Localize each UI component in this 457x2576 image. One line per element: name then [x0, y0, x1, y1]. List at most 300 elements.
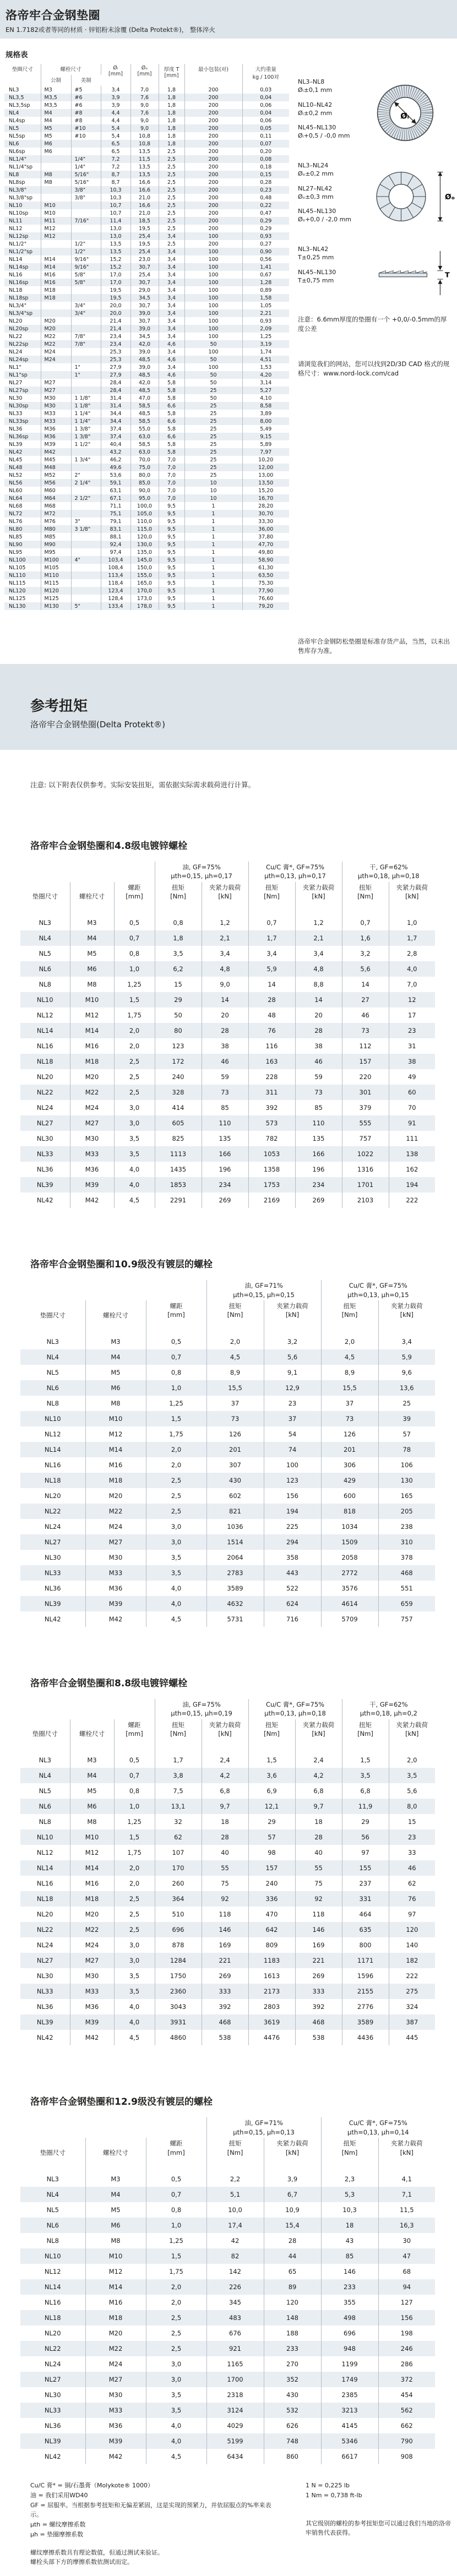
- cell-inner-diameter: 34,4: [101, 417, 130, 425]
- cell-washer-size: NL72: [4, 510, 41, 518]
- cad-note: 请浏览我们的网站，您可以找到2D/3D CAD 格式的规格尺寸：www.nord-lock.com/cad: [298, 360, 450, 377]
- cell-weight: 0,04: [242, 109, 289, 117]
- cell-weight: 0,27: [260, 241, 272, 247]
- table-row: [4, 279, 289, 286]
- table-row: NL16 M16 2,0 260 75 240 75 237 62: [20, 1876, 435, 1891]
- cell-min-pack: 200: [184, 101, 242, 109]
- cell-weight: 5,89: [260, 441, 272, 448]
- cell-thickness: 9,5: [159, 502, 184, 510]
- cell-thickness: 9,5: [159, 587, 184, 595]
- cell-us: 4": [71, 556, 101, 564]
- tolerance-note: NL3–NL24 Øₒ±0,2 mm: [298, 162, 334, 177]
- cell-inner-diameter: 10,7: [101, 201, 130, 209]
- cell-washer-size: NL76: [4, 518, 41, 525]
- table-row: [4, 494, 289, 502]
- cell-washer-size: NL5sp: [4, 132, 41, 140]
- cell-weight: 16,70: [242, 494, 289, 502]
- cell-outer-diameter: 18,5: [130, 217, 159, 225]
- cell-us: [71, 564, 101, 571]
- cell-thickness: 6,6: [159, 402, 184, 410]
- table-row: NL22 M22 2,5 696 146 642 146 635 120: [20, 1922, 435, 1937]
- cell-thickness: 9,5: [159, 541, 184, 548]
- col-header-inner-diameter: Øᵢ [mm]: [101, 64, 130, 86]
- cell-weight: 1,41: [242, 263, 289, 271]
- cell-washer-size: NL12sp: [4, 232, 41, 240]
- cell-washer-size: NL130: [4, 602, 41, 610]
- cell-outer-diameter: 105,0: [130, 510, 159, 518]
- cell-thickness: 2,5: [159, 217, 184, 225]
- cell-outer-diameter: 170,0: [130, 587, 159, 595]
- cell-weight: 0,90: [242, 248, 289, 255]
- cell-washer-size: NL48: [4, 464, 41, 471]
- table-row: [4, 579, 289, 587]
- tolerance-note: NL45–NL130 Øᵢ+0,5 / -0,0 mm: [298, 124, 350, 140]
- table-row: [4, 163, 289, 171]
- table-row: NL6 M6 1,0 15,5 12,9 15,5 13,6: [20, 1380, 435, 1396]
- cell-inner-diameter: 49,6: [101, 464, 130, 471]
- col-header-us: 美制: [80, 78, 91, 84]
- cell-thickness: 5,8: [159, 379, 184, 386]
- cell-us: 5/8": [71, 279, 101, 286]
- table-row: NL4 M4 0,7 4,5 5,6 4,5 5,9: [20, 1349, 435, 1365]
- cell-inner-diameter: 13,0: [101, 225, 130, 232]
- cell-thickness: 3,4: [159, 286, 184, 294]
- cell-thickness: 2,5: [159, 225, 184, 232]
- cell-us: 3 1/8": [71, 525, 101, 533]
- cell-metric: M11: [41, 217, 71, 225]
- cell-inner-diameter: 17,0: [101, 279, 130, 286]
- cell-washer-size: NL90: [4, 541, 41, 548]
- cell-us: 2": [71, 471, 101, 479]
- cell-min-pack: 1: [184, 502, 242, 510]
- cell-min-pack: 1: [184, 579, 242, 587]
- cell-weight: 0,93: [242, 232, 289, 240]
- cell-outer-diameter: 30,7: [130, 263, 159, 271]
- table-row: NL27 M27 3,0 1700 352 1749 372: [20, 2372, 435, 2387]
- torque-table-10-9: [20, 1256, 435, 1627]
- table-row: [4, 386, 289, 394]
- group-paste: Cu/C 膏*, GF=75% μth=0,13, μh=0,18: [248, 1699, 342, 1719]
- cell-min-pack: 50: [184, 356, 242, 363]
- cell-washer-size: NL36: [4, 425, 41, 433]
- cell-weight: 15,20: [258, 487, 274, 494]
- table-row: [4, 356, 289, 363]
- cell-thickness: 1,8: [159, 94, 184, 101]
- cell-weight: 28,20: [258, 503, 274, 509]
- cell-min-pack: 1: [184, 564, 242, 571]
- cell-outer-diameter: 70,0: [130, 456, 159, 464]
- legend-lines: [30, 2481, 278, 2539]
- cell-thickness: 1,8: [159, 101, 184, 109]
- cell-inner-diameter: 20,0: [101, 309, 130, 317]
- cell-inner-diameter: 15,2: [101, 255, 130, 263]
- cell-washer-size: NL3: [4, 86, 41, 94]
- cell-washer-size: NL110: [4, 571, 41, 579]
- cell-thickness: 1,8: [159, 109, 184, 117]
- cell-us: 1 1/8": [71, 402, 101, 410]
- torque-table-title: 洛帝牢合金钢垫圈和4.8级电镀锌螺栓: [30, 840, 188, 852]
- outer-diameter-tolerances: [298, 162, 369, 231]
- table-row: NL22 M22 2,5 921 233 948 246: [20, 2341, 435, 2356]
- torque-table-title: 洛帝牢合金钢垫圈和8.8级电镀锌螺栓: [30, 1678, 188, 1689]
- cell-inner-diameter: 13,0: [101, 232, 130, 240]
- table-row: NL24 M24 3,0 1165 270 1199 286: [20, 2356, 435, 2372]
- table-row: NL10 M10 1,5 62 28 57 28 56 23: [20, 1829, 435, 1845]
- cell-metric: M95: [41, 548, 71, 556]
- cell-thickness: 9,5: [159, 571, 184, 579]
- cell-inner-diameter: 20,0: [101, 302, 130, 309]
- cell-outer-diameter: 30,7: [130, 302, 159, 309]
- cell-min-pack: 100: [184, 255, 242, 263]
- cell-metric: M27: [41, 386, 71, 394]
- col-header-washer-size: 垫圈尺寸: [20, 882, 70, 915]
- cell-thickness: 9,5: [159, 533, 184, 541]
- cell-metric: M52: [41, 471, 71, 479]
- cell-thickness: 2,5: [159, 240, 184, 248]
- cell-outer-diameter: 11,5: [130, 155, 159, 163]
- cell-outer-diameter: 10,8: [130, 132, 159, 140]
- cell-thickness: 3,4: [159, 309, 184, 317]
- cell-min-pack: 50: [184, 371, 242, 379]
- cell-washer-size: NL14sp: [4, 263, 41, 271]
- cell-min-pack: 1: [184, 518, 242, 525]
- table-row: [4, 194, 289, 201]
- col-header-bolt-size: 螺栓尺寸: [85, 2138, 146, 2171]
- cell-weight: 0,47: [260, 210, 272, 216]
- cell-us: #8: [71, 117, 101, 124]
- cell-metric: M130: [41, 602, 71, 610]
- cell-min-pack: 25: [184, 402, 242, 410]
- cell-us: 1 3/4": [71, 456, 101, 464]
- cell-us: [71, 510, 101, 518]
- cell-washer-size: NL24sp: [4, 356, 41, 363]
- cell-inner-diameter: 43,2: [101, 448, 130, 456]
- table-row: [4, 440, 289, 448]
- cell-us: #8: [71, 109, 101, 117]
- table-row: [4, 410, 289, 417]
- cell-washer-size: NL4: [4, 109, 41, 117]
- cell-thickness: 7,0: [159, 471, 184, 479]
- table-row: NL8 M8 1,25 37 23 37 25: [20, 1396, 435, 1411]
- cell-min-pack: 10: [184, 487, 242, 494]
- footnotes-right: [306, 2481, 454, 2567]
- cell-weight: 0,93: [260, 318, 272, 324]
- cell-thickness: 3,4: [159, 248, 184, 255]
- torque-table-body: [20, 2171, 435, 2464]
- cell-washer-size: NL120: [4, 587, 41, 595]
- table-row: [4, 178, 289, 186]
- table-row: [4, 587, 289, 595]
- cell-metric: M14: [41, 255, 71, 263]
- cell-washer-size: NL12: [4, 225, 41, 232]
- cell-min-pack: 1: [184, 510, 242, 518]
- cell-min-pack: 1: [184, 525, 242, 533]
- table-row: NL14 M14 2,0 80 28 76 28 73 23: [20, 1023, 435, 1038]
- cell-inner-diameter: 10,3: [101, 194, 130, 201]
- cell-weight: 0,06: [260, 102, 272, 108]
- table-row: [4, 286, 289, 294]
- group-paste: Cu/C 膏*, GF=75% μth=0,13, μh=0,14: [347, 2119, 409, 2136]
- cell-us: 1 1/2": [71, 440, 101, 448]
- cell-metric: M4: [41, 109, 71, 117]
- torque-table-header: [20, 862, 435, 916]
- cell-thickness: 3,4: [159, 294, 184, 302]
- table-row: [4, 479, 289, 487]
- cell-washer-size: NL20sp: [4, 325, 41, 333]
- cell-inner-diameter: 15,2: [101, 263, 130, 271]
- cell-min-pack: 200: [184, 163, 242, 171]
- cell-weight: 4,51: [242, 356, 289, 363]
- cell-us: 1/4": [71, 163, 101, 171]
- cell-min-pack: 1: [184, 556, 242, 564]
- cell-min-pack: 25: [184, 433, 242, 440]
- cell-outer-diameter: 29,0: [130, 286, 159, 294]
- cell-thickness: 2,5: [159, 171, 184, 178]
- cell-weight: 1,58: [242, 294, 289, 302]
- cell-inner-diameter: 27,9: [101, 363, 130, 371]
- cell-inner-diameter: 23,4: [101, 333, 130, 340]
- cell-washer-size: NL100: [4, 556, 41, 564]
- cell-us: [71, 356, 101, 363]
- col-header-metric: 公制: [41, 75, 71, 86]
- col-header-washer-size: 垫圈尺寸: [4, 64, 41, 86]
- cell-washer-size: NL6sp: [4, 148, 41, 155]
- cell-thickness: 7,0: [159, 464, 184, 471]
- tolerance-note: NL27–NL42 Øₒ±0,3 mm: [298, 184, 334, 200]
- cell-us: [71, 386, 101, 394]
- torque-section-header: [0, 664, 457, 750]
- table-row: NL8 M8 1,25 32 18 29 18 29 15: [20, 1814, 435, 1829]
- cell-us: 3/4": [71, 302, 101, 309]
- cell-min-pack: 25: [184, 417, 242, 425]
- cell-washer-size: NL11: [4, 217, 41, 225]
- table-row: [4, 155, 289, 163]
- cell-washer-size: NL56: [4, 479, 41, 487]
- conversion-line: 1 N = 0,225 lb: [306, 2481, 350, 2489]
- cell-inner-diameter: 10,3: [101, 186, 130, 194]
- cell-weight: 4,10: [260, 395, 272, 401]
- cell-us: 1/4": [71, 155, 101, 163]
- cad-url-link[interactable]: www.nord-lock.com/cad: [323, 369, 399, 377]
- table-row: NL24 M24 3,0 1036 225 1034 238: [20, 1519, 435, 1534]
- table-row: [4, 232, 289, 240]
- cell-inner-diameter: 31,4: [101, 402, 130, 410]
- group-oil: 油, GF=75% μth=0,15, μh=0,17: [155, 862, 248, 882]
- cell-metric: M30: [41, 394, 71, 402]
- table-row: NL3 M3 0,5 2,0 3,2 2,0 3,4: [20, 1334, 435, 1349]
- cell-washer-size: NL4sp: [4, 117, 41, 124]
- cell-outer-diameter: 7,6: [130, 94, 159, 101]
- table-row: NL24 M24 3,0 878 169 809 169 800 140: [20, 1937, 435, 1953]
- cell-outer-diameter: 25,4: [130, 248, 159, 255]
- cell-metric: [41, 155, 71, 163]
- cell-min-pack: 100: [184, 317, 242, 325]
- cell-metric: M20: [41, 317, 71, 325]
- cell-inner-diameter: 8,7: [101, 178, 130, 186]
- cell-thickness: 2,5: [159, 209, 184, 217]
- cell-inner-diameter: 25,3: [101, 356, 130, 363]
- table-row: [4, 456, 289, 464]
- cell-outer-diameter: 55,0: [130, 425, 159, 433]
- cell-us: [71, 533, 101, 541]
- tolerance-note: NL45–NL130 Øₒ+0,0 / -2,0 mm: [298, 208, 352, 224]
- cell-thickness: 1,8: [159, 140, 184, 148]
- page-header: [0, 0, 457, 39]
- cell-min-pack: 25: [184, 410, 242, 417]
- col-header-outer-diameter: Øₒ [mm]: [130, 64, 159, 86]
- spec-section: [0, 64, 457, 656]
- col-header-clamp: 夹紧力载荷 [kN]: [295, 882, 342, 915]
- cell-min-pack: 100: [184, 309, 242, 317]
- col-header-pitch: 螺距 [mm]: [114, 1719, 155, 1752]
- page-title: 洛帝牢合金钢垫圈: [6, 9, 100, 22]
- cell-min-pack: 200: [184, 109, 242, 117]
- cell-min-pack: 100: [184, 348, 242, 356]
- cell-min-pack: 25: [184, 448, 242, 456]
- cell-metric: M45: [41, 456, 71, 464]
- table-row: [4, 309, 289, 317]
- table-row: [4, 348, 289, 356]
- cell-outer-diameter: 19,5: [130, 240, 159, 248]
- table-row: [4, 124, 289, 132]
- legend-line: μh = 垫圈摩擦系数: [30, 2530, 84, 2538]
- col-header-washer-size: 垫圈尺寸: [20, 2138, 85, 2171]
- cell-us: 2 1/4": [71, 479, 101, 487]
- cell-outer-diameter: 10,8: [130, 140, 159, 148]
- table-row: NL8 M8 1,25 15 9,0 14 8,8 14 7,0: [20, 977, 435, 992]
- table-row: NL18 M18 2,5 430 123 429 130: [20, 1473, 435, 1488]
- cell-outer-diameter: 85,0: [130, 479, 159, 487]
- table-row: [4, 448, 289, 456]
- cell-outer-diameter: 178,0: [130, 602, 159, 610]
- cell-weight: 76,60: [258, 595, 274, 602]
- table-row: [4, 201, 289, 209]
- table-row: NL5 M5 0,8 8,9 9,1 8,9 9,6: [20, 1365, 435, 1380]
- cell-min-pack: 1: [184, 541, 242, 548]
- cell-us: 1 3/8": [71, 425, 101, 433]
- cell-us: [71, 571, 101, 579]
- table-row: [4, 571, 289, 579]
- cell-min-pack: 200: [184, 155, 242, 163]
- cell-washer-size: NL115: [4, 579, 41, 587]
- cell-weight: 0,23: [242, 186, 289, 194]
- cell-us: 5/16": [71, 178, 101, 186]
- cell-inner-diameter: 5,4: [101, 132, 130, 140]
- cell-outer-diameter: 9,0: [130, 101, 159, 109]
- spec-table-body: [4, 86, 289, 610]
- torque-table-body: [20, 915, 435, 1208]
- col-header-clamp: 夹紧力载荷 [kN]: [264, 2138, 321, 2171]
- col-header-thickness: 厚度 T [mm]: [159, 64, 184, 86]
- col-header-torque: 扭矩 [Nm]: [155, 882, 202, 915]
- cell-inner-diameter: 6,5: [101, 148, 130, 155]
- cell-weight: 7,97: [242, 448, 289, 456]
- cell-washer-size: NL3,5sp: [4, 101, 41, 109]
- cell-washer-size: NL1/4"sp: [4, 163, 41, 171]
- torque-title: 参考扭矩: [30, 698, 88, 715]
- cell-weight: 0,15: [242, 171, 289, 178]
- table-row: NL6 M6 1,0 13,1 9,7 12,1 9,7 11,9 8,0: [20, 1799, 435, 1814]
- cell-washer-size: NL16sp: [4, 279, 41, 286]
- cell-inner-diameter: 3,4: [101, 86, 130, 94]
- cell-metric: [41, 194, 71, 201]
- cell-inner-diameter: 3,9: [101, 101, 130, 109]
- cell-thickness: 5,8: [159, 425, 184, 433]
- cell-outer-diameter: 34,5: [130, 294, 159, 302]
- cell-min-pack: 100: [184, 232, 242, 240]
- cell-outer-diameter: 58,5: [130, 440, 159, 448]
- cell-min-pack: 100: [184, 325, 242, 333]
- cell-outer-diameter: 9,0: [130, 117, 159, 124]
- cell-us: [71, 579, 101, 587]
- thickness-diagram: [371, 246, 457, 301]
- table-row: [4, 425, 289, 433]
- cell-metric: M110: [41, 571, 71, 579]
- cell-min-pack: 100: [184, 363, 242, 371]
- cell-outer-diameter: 58,5: [130, 402, 159, 410]
- cell-weight: 3,19: [242, 340, 289, 348]
- cell-washer-size: NL68: [4, 502, 41, 510]
- cell-washer-size: NL18sp: [4, 294, 41, 302]
- cell-thickness: 9,5: [159, 518, 184, 525]
- table-row: NL30 M30 3,5 1750 269 1613 269 1596 222: [20, 1968, 435, 1984]
- cell-washer-size: NL6: [4, 140, 41, 148]
- cell-min-pack: 200: [184, 209, 242, 217]
- table-row: NL22 M22 2,5 821 194 818 205: [20, 1504, 435, 1519]
- table-row: NL20 M20 2,5 676 188 696 198: [20, 2326, 435, 2341]
- di-label: Øᵢ: [400, 112, 409, 121]
- table-row: NL10 M10 1,5 73 37 73 39: [20, 1411, 435, 1426]
- cell-washer-size: NL42: [4, 448, 41, 456]
- cell-thickness: 2,5: [159, 201, 184, 209]
- cell-thickness: 3,4: [159, 255, 184, 263]
- col-header-bolt-size: 螺栓尺寸: [41, 64, 101, 75]
- cell-weight: 0,28: [260, 179, 272, 186]
- table-row: NL12 M12 1,75 126 54 126 57: [20, 1426, 435, 1442]
- cell-us: [71, 286, 101, 294]
- cell-outer-diameter: 48,5: [130, 356, 159, 363]
- cell-metric: [41, 309, 71, 317]
- cell-outer-diameter: 95,0: [130, 494, 159, 502]
- col-header-min-pack: 最小包装(对): [184, 64, 242, 86]
- cell-metric: M3,5: [41, 94, 71, 101]
- contact-note: 其它级别的螺栓的参考扭矩您可以通过我们当地的洛帝牢销售代表获得。: [306, 2519, 451, 2536]
- cell-min-pack: 100: [184, 271, 242, 279]
- cell-inner-diameter: 92,4: [101, 541, 130, 548]
- cell-thickness: 4,6: [159, 340, 184, 348]
- col-header-weight: 大约重量 kg / 100对: [252, 67, 279, 80]
- cell-min-pack: 200: [184, 148, 242, 155]
- cell-min-pack: 1: [184, 587, 242, 595]
- cell-washer-size: NL36sp: [4, 433, 41, 440]
- cell-metric: [41, 240, 71, 248]
- cell-min-pack: 200: [184, 201, 242, 209]
- cell-weight: 9,15: [242, 433, 289, 440]
- table-row: [4, 217, 289, 225]
- cell-weight: 0,11: [260, 133, 272, 139]
- cell-us: [71, 379, 101, 386]
- cell-inner-diameter: 25,3: [101, 348, 130, 356]
- cell-inner-diameter: 83,1: [101, 525, 130, 533]
- cell-thickness: 4,6: [159, 356, 184, 363]
- table-row: NL14 M14 2,0 170 55 157 55 155 46: [20, 1860, 435, 1876]
- cell-thickness: 5,8: [159, 448, 184, 456]
- cell-us: [71, 225, 101, 232]
- table-row: [4, 371, 289, 379]
- torque-table-header: [20, 1280, 435, 1334]
- table-row: NL4 M4 0,7 5,1 6,7 5,3 7,1: [20, 2187, 435, 2202]
- cell-min-pack: 10: [184, 494, 242, 502]
